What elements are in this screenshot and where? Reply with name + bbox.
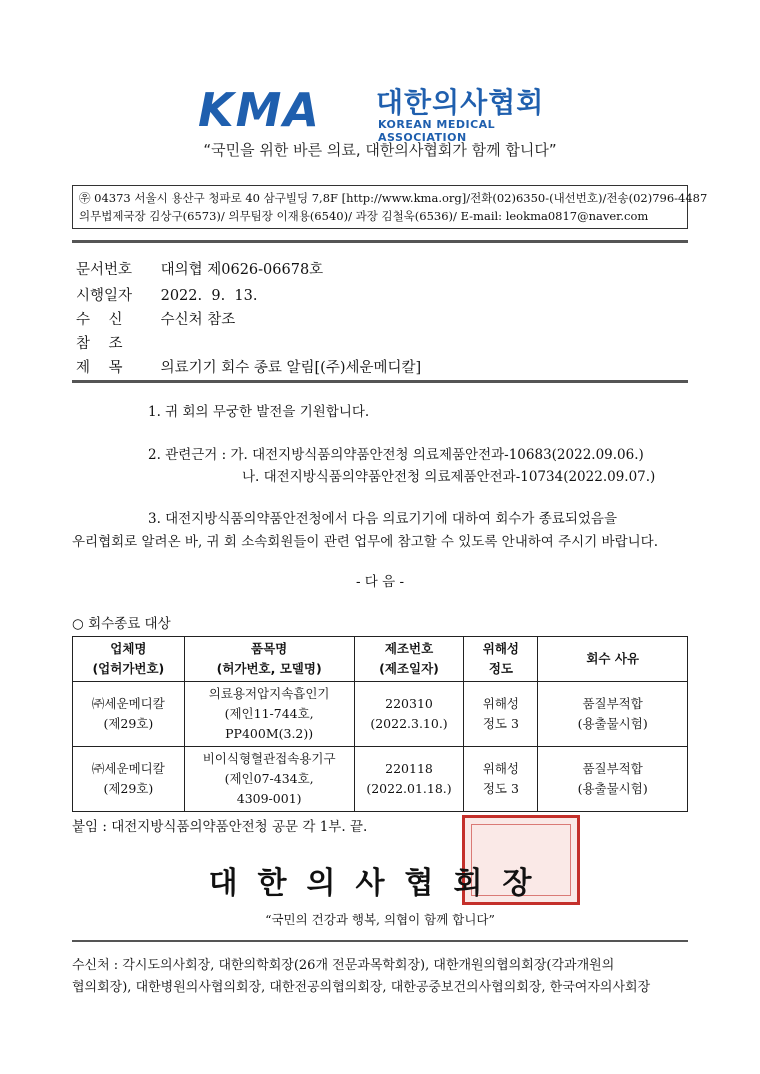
cell-company: [73, 682, 185, 747]
product-permit: (제인11-744호,: [224, 706, 314, 721]
header-product-label: 품목명: [251, 641, 288, 656]
table-header-row: [73, 637, 688, 682]
president-signature: 대한의사협회장: [208, 866, 552, 901]
subject-row: [76, 356, 421, 377]
reason-detail: (용출물시험): [577, 716, 648, 731]
header-company: [73, 637, 185, 682]
org-name-korean: 대한의사협회: [376, 86, 545, 119]
header-lot-sub: (제조일자): [379, 661, 439, 676]
cell-risk: [464, 747, 538, 812]
contact-box: [72, 185, 708, 229]
cell-product: [184, 682, 354, 747]
paragraph-1: 1. 귀 회의 무궁한 발전을 기원합니다.: [148, 404, 370, 420]
contact-address-line: ㉾ 04373 서울시 용산구 청파로 40 삼구빌딩 7,8F [http://www.kma.org]/전화(02)6350-(내선번호)/전송(02)796-4487: [79, 191, 708, 205]
org-name-english: KOREAN MEDICAL ASSOCIATION: [378, 118, 496, 144]
recipient-row: [76, 308, 235, 329]
cell-product: [184, 747, 354, 812]
cell-risk: [464, 682, 538, 747]
meta-divider: [72, 380, 688, 383]
header-lot-label: 제조번호: [384, 641, 434, 656]
issue-date-value: 2022. 9. 13.: [160, 288, 258, 304]
signature-motto: “국민의 건강과 행복, 의협이 함께 합니다”: [265, 912, 495, 927]
cell-lot: [354, 747, 464, 812]
recipients-line2: 협의회장), 대한병원의사협의회장, 대한전공의협의회장, 대한공중보건의사협의회장, 한국여자의사회장: [72, 980, 651, 995]
recall-table: [72, 636, 688, 812]
header-divider: [72, 240, 688, 243]
subject-label: 제 목: [76, 360, 123, 376]
paragraph-3-line1: 3. 대전지방식품의약품안전청에서 다음 의료기기에 대하여 회수가 종료되었음을: [148, 511, 617, 527]
header-risk: [464, 637, 538, 682]
subject-value: 의료기기 회수 종료 알림[(주)세운메디칼]: [160, 360, 422, 376]
product-name: 비이식형혈관접속용기구: [202, 751, 336, 766]
table-row: [73, 682, 688, 747]
paragraph-3-line2: 우리협회로 알려온 바, 귀 회 소속회원들이 관련 업무에 참고할 수 있도록 안내하여 주시기 바랍니다.: [72, 534, 659, 550]
kma-logo: [198, 83, 568, 144]
cell-reason: [538, 747, 688, 812]
header-risk-sub: 정도: [488, 661, 513, 676]
cell-reason: [538, 682, 688, 747]
doc-number-value: 대의협 제0626-06678호: [160, 262, 324, 278]
reference-row: [76, 332, 156, 353]
attachment-note: 붙임 : 대전지방식품의약품안전청 공문 각 1부. 끝.: [72, 819, 368, 835]
product-model: 4309-001): [236, 791, 302, 806]
reason-detail: (용출물시험): [577, 781, 648, 796]
lot-number: 220310: [385, 696, 433, 711]
header-reason: 회수 사유: [538, 637, 688, 682]
product-permit: (제인07-434호,: [224, 771, 314, 786]
section-title: ○ 회수종료 대상: [72, 616, 171, 632]
product-model: PP400M(3.2)): [225, 726, 314, 741]
header-slogan: “국민을 위한 바른 의료, 대한의사협회가 함께 합니다”: [203, 141, 557, 159]
doc-number-row: [76, 258, 323, 279]
header-lot: [354, 637, 464, 682]
risk-grade: 정도 3: [482, 716, 519, 731]
contact-staff-line: 의무법제국장 김상구(6573)/ 의무팀장 이재용(6540)/ 과장 김철욱(6536)/ E-mail: leokma0817@naver.com: [79, 209, 649, 223]
company-license: (제29호): [103, 781, 154, 796]
recipient-label: 수 신: [76, 312, 123, 328]
reference-label: 참 조: [76, 336, 123, 352]
doc-number-label: 문서번호: [76, 262, 133, 278]
reason-main: 품질부적합: [582, 696, 643, 711]
paragraph-2-ga: 2. 관련근거 : 가. 대전지방식품의약품안전청 의료제품안전과-10683(2022.09.06.): [148, 447, 644, 463]
header-product-sub: (허가번호, 모델명): [216, 661, 322, 676]
separator-text: - 다 음 -: [355, 574, 405, 590]
product-name: 의료용저압지속흡인기: [208, 686, 330, 701]
lot-number: 220118: [385, 761, 433, 776]
paragraph-2-na: 나. 대전지방식품의약품안전청 의료제품안전과-10734(2022.09.07.): [242, 469, 656, 485]
lot-date: (2022.3.10.): [370, 716, 448, 731]
kma-logo-mark: KMA: [198, 83, 322, 137]
company-name: ㈜세운메디칼: [91, 761, 165, 776]
issue-date-label: 시행일자: [76, 288, 133, 304]
recipient-value: 수신처 참조: [160, 312, 236, 328]
lot-date: (2022.01.18.): [366, 781, 452, 796]
reason-main: 품질부적합: [582, 761, 643, 776]
recipients-line1: 수신처 : 각시도의사회장, 대한의학회장(26개 전문과목학회장), 대한개원의협의회장(각과개원의: [72, 958, 615, 973]
table-row: [73, 747, 688, 812]
risk-label: 위해성: [482, 696, 519, 711]
risk-grade: 정도 3: [482, 781, 519, 796]
cell-company: [73, 747, 185, 812]
footer-divider: [72, 940, 688, 942]
risk-label: 위해성: [482, 761, 519, 776]
company-name: ㈜세운메디칼: [91, 696, 165, 711]
header-company-label: 업체명: [110, 641, 147, 656]
header-company-sub: (업허가번호): [92, 661, 165, 676]
cell-lot: [354, 682, 464, 747]
issue-date-row: [76, 284, 257, 305]
company-license: (제29호): [103, 716, 154, 731]
header-product: [184, 637, 354, 682]
header-risk-label: 위해성: [482, 641, 519, 656]
